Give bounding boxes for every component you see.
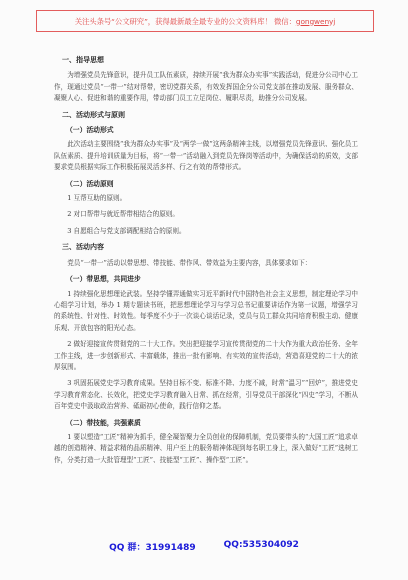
paragraph: 2 对口帮带与就近帮带相结合的原则。 [67,210,179,219]
paragraph: 1 互帮互助的原则。 [67,194,127,203]
paragraph: 1 持续强化思想理论武装。坚持学懂弄通做实习近平新时代中国特色社会主义思想，制定理论学习中心组学习计划，举办 1 期专题读书班，把思想理论学习与学习总书记重要讲话作为第一议题，增强学习的系统性、针对性、时效性。每季度不少于一次谈心谈话记录，党员与员工群众共同培育积极主动、健康乐观、开放包容的阳光心态。 [54,289,358,332]
qq-number: QQ:535304092 [223,540,299,550]
qq-group: QQ 群：31991489 [109,543,196,553]
paragraph: 1 要以塑造“工匠”精神为抓手，健全凝智聚力全员创业的保障机制，党员要带头的“大国工匠”追求卓越的创造精神、精益求精的品质精神、用户至上的服务精神体现到每名职工身上，深入做好“工匠”选树工作，分类打造一大批管理型“工匠”、技能型“工匠”、操作型“工匠”。 [54,432,358,464]
paragraph: 党员“一带一”活动以带思想、带技能、带作风、带效益为主要内容，具体要求如下： [67,258,312,267]
section-heading: 一、指导思想 [62,56,104,64]
paragraph: 为增强党员先锋意识，提升员工队伍素质，持续开展“我为群众办实事”实践活动，促进分公司中心工作，现通过党员“一带一”结对帮带，密切党群关系，有效发挥国企分公司党支部在推动发展、服务群众、凝聚人心、促进和谐的重要作用，带动部门员工立足岗位、履职尽责，助推分公司发展。 [54,71,358,103]
paragraph: 此次活动主要围绕“我为群众办实事”及“两学一做”这两条精神主线，以增强党员先锋意识、强化员工队伍素质、提升培训质量为目标，将“一带一”活动融入到党员先锋岗等活动中，为确保活动的质效，支部要求党员根据实际工作积极拓展灵活多样、行之有效的帮带形式。 [54,140,358,172]
section-heading: 三、活动内容 [62,243,104,252]
wechat-id-link[interactable]: gongwenyj [295,16,336,26]
paragraph: 2 做好迎接宣传贯彻党的二十大工作。突出把迎接学习宣传贯彻党的二十大作为重大政治任务、全年工作主线，进一步创新形式、丰富载体，推出一批有影响、有实效的宣传活动，营造喜迎党的二十大的浓厚氛围。 [54,340,358,371]
footer [0,540,408,554]
paragraph: 3 自愿组合与党支部调配相结合的原则。 [67,226,186,235]
subsection-heading: （一）活动形式 [66,126,114,135]
banner-text: 关注头条号“公文研究”，获得最新最全最专业的公文资料库！ 微信： [74,16,296,26]
top-banner [36,10,374,32]
document-body [54,52,358,471]
section-heading: 二、活动形式与原则 [62,110,125,119]
subsection-heading: （二）活动原则 [66,179,114,188]
subsection-heading: （一）带思想，共同进步 [66,275,141,284]
subsection-heading: （二）带技能，共强素质 [66,418,141,427]
paragraph: 3 巩固拓展党史学习教育成果。坚持目标不变、标准不降、力度不减，时常“温习”“回炉”，推进党史学习教育常态化、长效化，把党史学习教育融入日常、抓在经常，引导党员干部深化“四史”学习，不断从百年党史中汲取政治营养、砥砺初心使命，践行信仰之基。 [54,379,358,411]
